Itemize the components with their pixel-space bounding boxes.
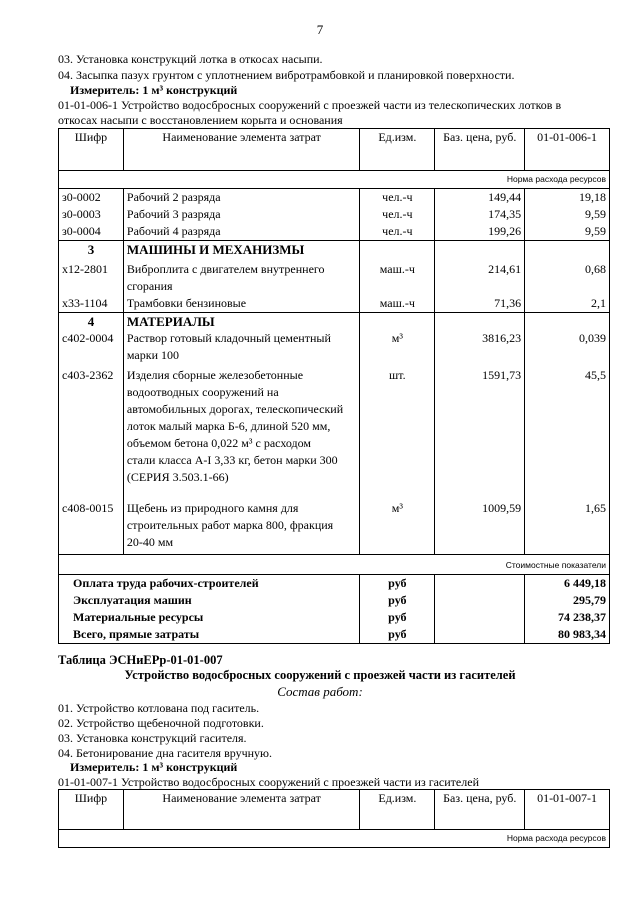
col-header-price: Баз. цена, руб. [435,129,525,171]
row-price: 1009,59 [435,486,525,555]
total-unit: руб [360,609,435,626]
row-price: 149,44 [435,189,525,207]
section-title: МАШИНЫ И МЕХАНИЗМЫ [123,241,360,261]
col-header-price: Баз. цена, руб. [435,790,525,830]
total-value: 6 449,18 [525,575,610,593]
row-unit: шт. [360,364,435,486]
norm-label: Норма расхода ресурсов [59,171,610,189]
row-code: з0-0004 [59,223,124,241]
col-header-code: Шифр [59,129,124,171]
row-name: Щебень из природного камня для строительных работ марка 800, фракция 20-40 мм [123,486,360,555]
row-name: Виброплита с двигателем внутреннего сгорания [123,261,360,295]
row-price: 174,35 [435,206,525,223]
work-item: 04. Бетонирование дна гасителя вручную. [58,746,273,760]
section-title: МАТЕРИАЛЫ [123,312,360,330]
row-qty: 9,59 [525,206,610,223]
resource-table-2 [58,789,610,848]
works-label: Состав работ: [277,684,363,699]
row-price: 214,61 [435,261,525,295]
row-unit: чел.-ч [360,189,435,207]
row-unit: м³ [360,486,435,555]
col-header-norm: 01-01-006-1 [525,129,610,171]
work-item: 03. Установка конструкций гасителя. [58,731,247,745]
row-name: Рабочий 4 разряда [123,223,360,241]
item-title: 01-01-007-1 Устройство водосбросных сооружений с проезжей части из гасителей [58,775,479,789]
row-price: 3816,23 [435,330,525,364]
col-header-name: Наименование элемента затрат [123,790,360,830]
row-price: 71,36 [435,295,525,313]
row-qty: 45,5 [525,364,610,486]
resource-table [58,128,610,644]
page-number: 7 [316,22,324,37]
col-header-unit: Ед.изм. [360,790,435,830]
total-value: 74 238,37 [525,609,610,626]
row-qty: 2,1 [525,295,610,313]
total-unit: руб [360,575,435,593]
total-value: 295,79 [525,592,610,609]
row-code: з0-0002 [59,189,124,207]
row-price: 199,26 [435,223,525,241]
total-unit: руб [360,626,435,644]
row-code: с403-2362 [59,364,124,486]
cost-label: Стоимостные показатели [59,555,610,575]
row-name: Раствор готовый кладочный цементный марки 100 [123,330,360,364]
section-number: 4 [59,312,124,330]
total-name: Материальные ресурсы [59,609,360,626]
row-code: з0-0003 [59,206,124,223]
row-name: Рабочий 2 разряда [123,189,360,207]
total-name: Всего, прямые затраты [59,626,360,644]
row-qty: 19,18 [525,189,610,207]
section-number: 3 [59,241,124,261]
item-title: 01-01-006-1 Устройство водосбросных сооружений с проезжей части из телескопических лотков в [58,98,562,112]
row-name: Изделия сборные железобетонные водоотводных сооружений на автомобильных дорогах, телескопический лоток малый марка Б-6, длиной 520 мм, объемом бетона 0,022 м³ с расходом стали класса А-I 3,33 кг, бетон марки 300 (СЕРИЯ 3.503.1-66) [123,364,360,486]
row-name: Трамбовки бензиновые [123,295,360,313]
measure-unit: Измеритель: 1 м³ конструкций [70,760,238,774]
table-title: Устройство водосбросных сооружений с проезжей части из гасителей [124,668,516,682]
row-unit: маш.-ч [360,295,435,313]
col-header-unit: Ед.изм. [360,129,435,171]
col-header-norm: 01-01-007-1 [525,790,610,830]
work-item: 03. Установка конструкций лотка в откосах насыпи. [58,52,323,66]
row-name: Рабочий 3 разряда [123,206,360,223]
total-name: Эксплуатация машин [59,592,360,609]
col-header-code: Шифр [59,790,124,830]
row-qty: 1,65 [525,486,610,555]
row-qty: 9,59 [525,223,610,241]
col-header-name: Наименование элемента затрат [123,129,360,171]
row-unit: м³ [360,330,435,364]
total-name: Оплата труда рабочих-строителей [59,575,360,593]
row-unit: чел.-ч [360,223,435,241]
row-price: 1591,73 [435,364,525,486]
measure-unit: Измеритель: 1 м³ конструкций [70,83,238,97]
work-item: 01. Устройство котлована под гаситель. [58,701,260,715]
row-code: с408-0015 [59,486,124,555]
row-code: с402-0004 [59,330,124,364]
work-item: 04. Засыпка пазух грунтом с уплотнением вибротрамбовкой и планировкой поверхности. [58,68,515,82]
work-item: 02. Устройство щебеночной подготовки. [58,716,264,730]
row-unit: чел.-ч [360,206,435,223]
norm-label: Норма расхода ресурсов [59,830,610,848]
row-unit: маш.-ч [360,261,435,295]
total-unit: руб [360,592,435,609]
row-code: х12-2801 [59,261,124,295]
table-caption: Таблица ЭСНиЕРр-01-01-007 [58,653,223,667]
row-qty: 0,68 [525,261,610,295]
total-value: 80 983,34 [525,626,610,644]
item-title: откосах насыпи с восстановлением корыта и основания [58,113,343,127]
row-code: х33-1104 [59,295,124,313]
row-qty: 0,039 [525,330,610,364]
